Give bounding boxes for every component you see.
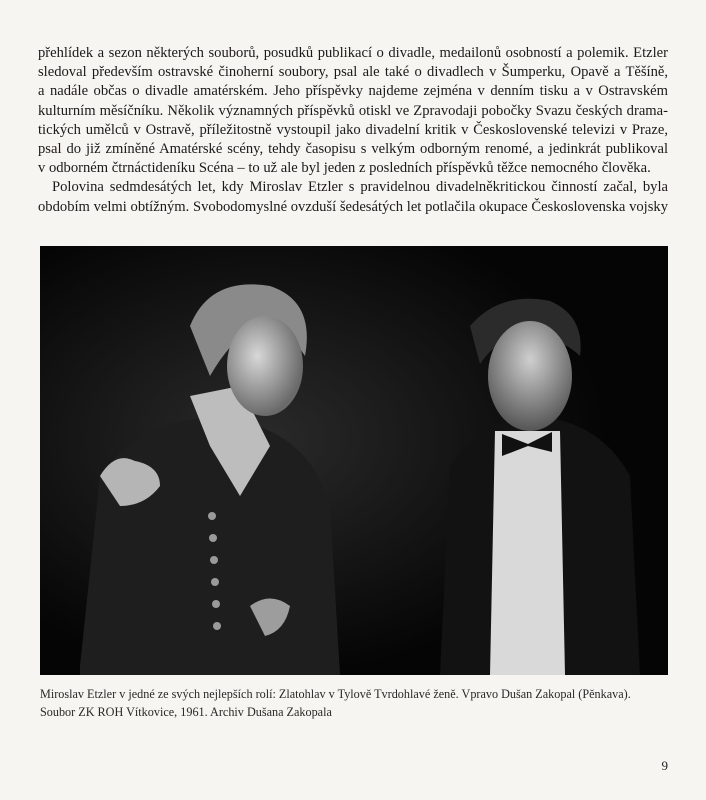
caption-line: Miroslav Etzler v jedné ze svých nejlepších rolí: Zlatohlav v Tylově Tvrdohlavé ženě. Vpravo Dušan Zakopal (Pěnkava). [40,687,631,701]
body-text [38,44,668,217]
stage-photo [40,246,668,675]
body-line: kulturním měsíčníku. Několik významných příspěvků otiskl ve Zpravodaji pobočky Svazu českých drama- [38,102,668,119]
body-line: tických umělců v Ostravě, příležitostně vystoupil jako divadelní kritik v Československé televizi v Praze, [38,121,668,138]
body-line: a nadále občas o divadle amatérském. Jeho příspěvky najdeme zejména v denním tisku a v Ostravském [38,83,668,100]
body-line: obdobím velmi obtížným. Svobodomyslné ovzduší šedesátých let potlačila okupace Československa vojsky [38,198,668,215]
stage-photo-icon [40,246,668,675]
photo-caption [40,686,668,722]
body-line: psal do již zmíněné Amatérské scény, tehdy časopisu s velkým odborným renomé, a jedinkrát publikoval [38,141,668,158]
body-line: v odborném čtrnáctideníku Scéna – to už ale byl jeden z posledních příspěvků těžce nemocného člověka. [38,160,651,177]
body-line: přehlídek a sezon některých souborů, posudků publikací o divadle, medailonů osobností a polemik. Etzler [38,45,668,61]
body-line: Polovina sedmdesátých let, kdy Miroslav Etzler s pravidelnou divadelněkritickou činností začal, byla [52,179,668,196]
page-number: 9 [661,758,668,773]
body-line: sledoval především ostravské činoherní soubory, psal ale také o divadlech v Šumperku, Opavě a Těšíně, [38,64,668,81]
caption-line: Soubor ZK ROH Vítkovice, 1961. Archiv Dušana Zakopala [40,704,332,719]
